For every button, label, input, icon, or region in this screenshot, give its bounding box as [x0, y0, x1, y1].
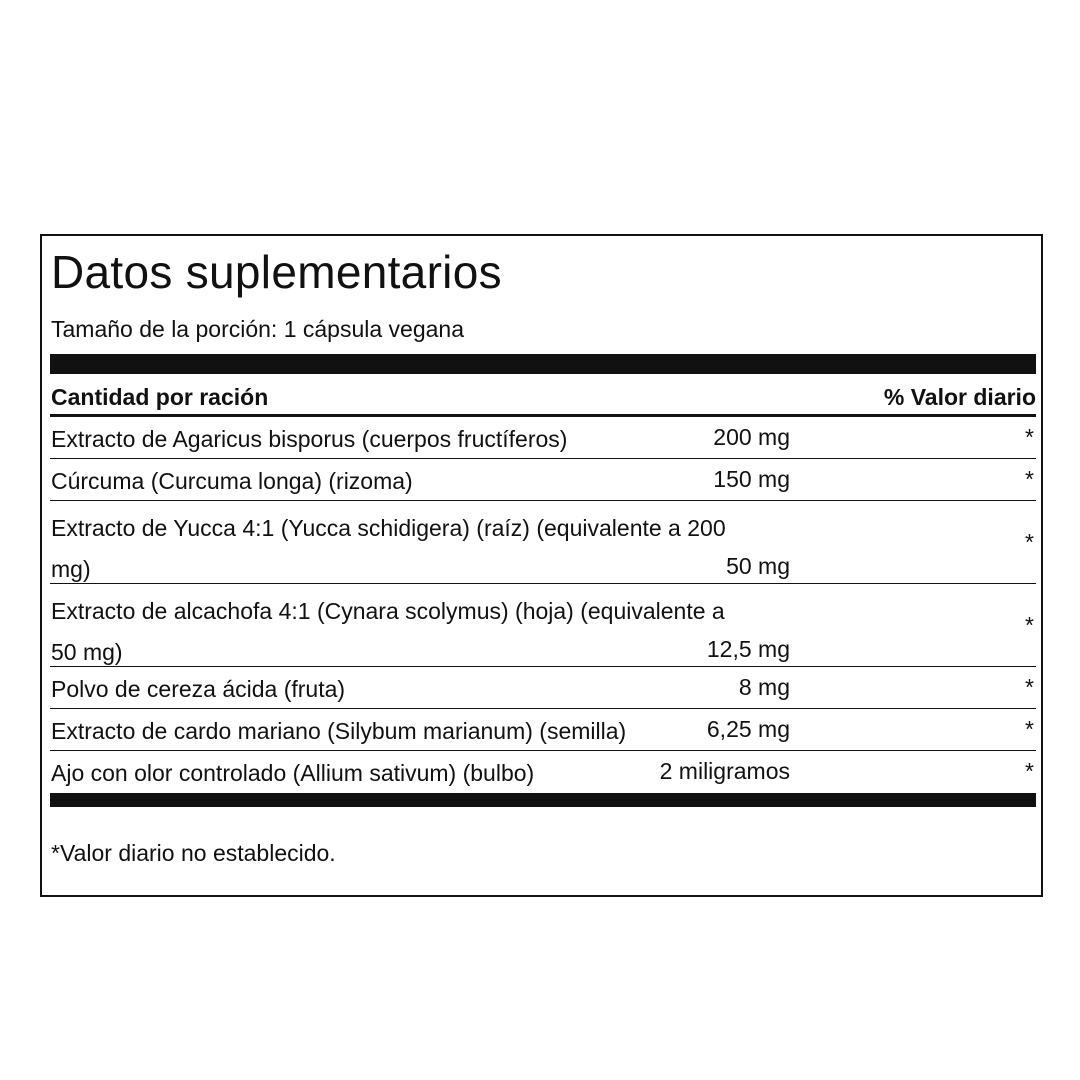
panel-title: Datos suplementarios	[51, 246, 502, 298]
serving-size: Tamaño de la porción: 1 cápsula vegana	[51, 316, 465, 342]
ingredient-name-line2: mg)	[51, 556, 91, 582]
ingredient-daily-value: *	[1025, 716, 1034, 742]
supplement-facts-panel	[40, 234, 1043, 897]
ingredient-daily-value: *	[1025, 529, 1034, 555]
ingredient-amount: 150 mg	[713, 466, 790, 492]
ingredient-row	[50, 709, 1036, 751]
ingredient-row	[50, 501, 1036, 584]
ingredient-list	[50, 417, 1036, 793]
ingredient-name-line1: Extracto de Yucca 4:1 (Yucca schidigera) (raíz) (equivalente a 200	[51, 515, 726, 541]
ingredient-amount: 200 mg	[713, 424, 790, 450]
ingredient-amount: 8 mg	[738, 674, 790, 700]
table-header	[50, 380, 1036, 414]
amount-per-serving-heading: Cantidad por ración	[51, 384, 269, 410]
ingredient-name-line2: 50 mg)	[51, 639, 123, 665]
ingredient-name: Ajo con olor controlado (Allium sativum) (bulbo)	[51, 760, 535, 786]
ingredient-row	[50, 417, 1036, 459]
ingredient-name: Extracto de Agaricus bisporus (cuerpos fructíferos)	[51, 426, 568, 452]
ingredient-row	[50, 584, 1036, 667]
ingredient-row	[50, 459, 1036, 501]
bottom-divider-bar	[50, 793, 1036, 807]
ingredient-amount: 6,25 mg	[706, 716, 790, 742]
ingredient-name: Polvo de cereza ácida (fruta)	[51, 676, 346, 702]
daily-value-heading: % Valor diario	[883, 384, 1036, 410]
ingredient-name: Cúrcuma (Curcuma longa) (rizoma)	[51, 468, 413, 494]
ingredient-name	[51, 508, 726, 590]
ingredient-name: Extracto de cardo mariano (Silybum marianum) (semilla)	[51, 718, 627, 744]
ingredient-daily-value: *	[1025, 674, 1034, 700]
ingredient-amount: 12,5 mg	[706, 636, 790, 662]
ingredient-row	[50, 667, 1036, 709]
ingredient-amount: 50 mg	[726, 553, 790, 579]
ingredient-daily-value: *	[1025, 466, 1034, 492]
footnote: *Valor diario no establecido.	[51, 840, 336, 866]
ingredient-daily-value: *	[1025, 424, 1034, 450]
ingredient-daily-value: *	[1025, 758, 1034, 784]
ingredient-name	[51, 591, 725, 673]
top-divider-bar	[50, 354, 1036, 374]
ingredient-row	[50, 751, 1036, 793]
ingredient-name-line1: Extracto de alcachofa 4:1 (Cynara scolymus) (hoja) (equivalente a	[51, 598, 725, 624]
ingredient-daily-value: *	[1025, 612, 1034, 638]
ingredient-amount: 2 miligramos	[659, 758, 790, 784]
